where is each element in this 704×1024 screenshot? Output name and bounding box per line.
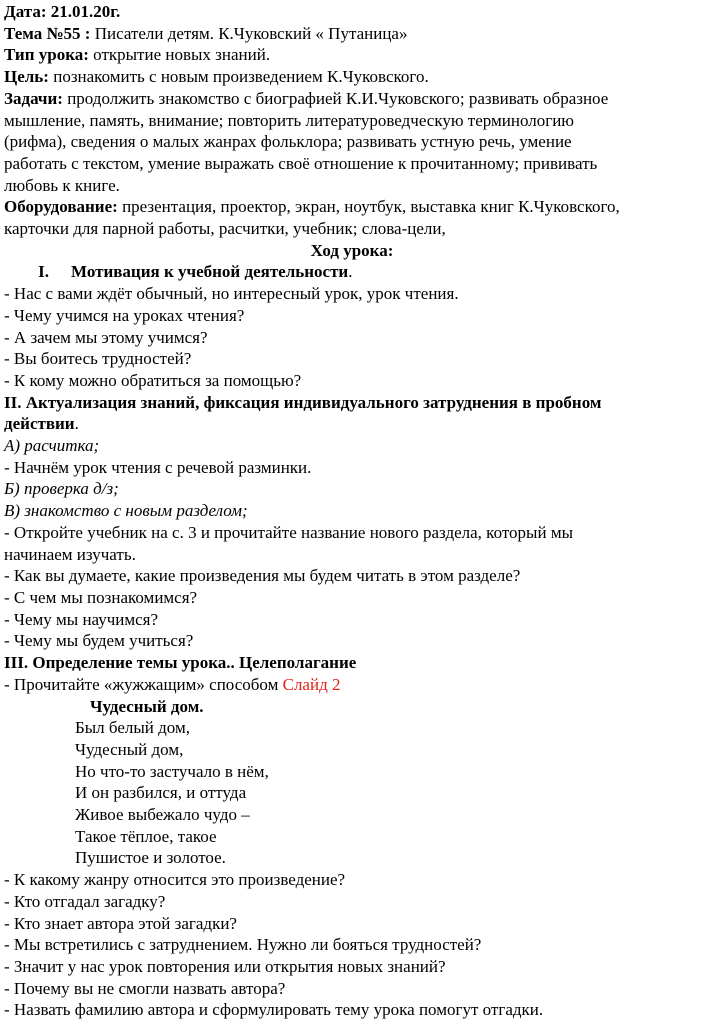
poem-line: Такое тёплое, такое [75, 826, 217, 846]
section1-line: - А зачем мы этому учимся? [4, 327, 208, 347]
poem-title: Чудесный дом. [90, 696, 204, 716]
equipment-text: презентация, проектор, экран, ноутбук, выставка книг К.Чуковского, [117, 197, 620, 217]
section1-title-tail: . [348, 262, 353, 282]
lesson-type-line [4, 44, 700, 66]
question-line: - Кто знает автора этой загадки? [4, 913, 237, 933]
poem-line: Чудесный дом, [75, 739, 184, 759]
section2-heading-word: действии [4, 414, 75, 434]
section3-heading [4, 652, 700, 674]
section1-line: - К кому можно обратиться за помощью? [4, 370, 302, 390]
date-value: 21.01.20г. [46, 2, 121, 21]
subsection-c-line: начинаем изучать. [4, 544, 136, 564]
tasks-text: работать с текстом, умение выражать своё отношение к прочитанному; прививать [4, 153, 598, 173]
section1-title: Мотивация к учебной деятельности [71, 262, 349, 282]
question-line: - Значит у нас урок повторения или открытия новых знаний? [4, 956, 446, 976]
subsection-a-line: - Начнём урок чтения с речевой разминки. [4, 457, 312, 477]
question-line: - Мы встретились с затруднением. Нужно ли бояться трудностей? [4, 935, 482, 955]
question-line: - Назвать фамилию автора и сформулировать тему урока помогут отгадки. [4, 1000, 544, 1020]
poem-line: Но что-то застучало в нём, [75, 761, 269, 781]
tasks-text: любовь к книге. [4, 175, 120, 195]
lesson-type-value: открытие новых знаний. [88, 45, 271, 65]
section2-heading: II. Актуализация знаний, фиксация индивидуального затруднения в пробном [4, 392, 602, 412]
goal-line [4, 66, 700, 88]
question-line: - Почему вы не смогли назвать автора? [4, 978, 286, 998]
date-line [4, 1, 700, 23]
goal-label: Цель: [4, 67, 49, 87]
tasks-line [4, 88, 700, 110]
lesson-title: Ход урока: [310, 240, 394, 260]
topic-label: Тема №55 : [4, 23, 91, 43]
subsection-c-line: - Откройте учебник на с. 3 и прочитайте название нового раздела, который мы [4, 522, 574, 542]
tasks-text: (рифма), сведения о малых жанрах фольклора; развивать устную речь, умение [4, 132, 572, 152]
section1-line: - Вы боитесь трудностей? [4, 349, 192, 369]
poem-line: И он разбился, и оттуда [75, 783, 247, 803]
read-instruction [4, 674, 700, 696]
question-line: - Кто отгадал загадку? [4, 891, 166, 911]
subsection-c-label: В) знакомство с новым разделом; [4, 501, 248, 521]
subsection-c-line: - С чем мы познакомимся? [4, 587, 198, 607]
equipment-text: карточки для парной работы, расчитки, учебник; слова-цели, [4, 219, 446, 239]
poem-line: Живое выбежало чудо – [75, 805, 250, 825]
goal-value: познакомить с новым произведением К.Чуковского. [48, 67, 429, 87]
read-instruction-text: - Прочитайте «жужжащим» способом [4, 674, 283, 694]
lesson-type-label: Тип урока: [4, 45, 89, 65]
poem-line: Пушистое и золотое. [75, 848, 226, 868]
equipment-line [4, 196, 700, 218]
section1-number: I. [38, 262, 49, 282]
tasks-text: мышление, память, внимание; повторить литературоведческую терминологию [4, 110, 574, 130]
section1-line: - Нас с вами ждёт обычный, но интересный урок, урок чтения. [4, 284, 459, 304]
question-line: - К какому жанру относится это произведение? [4, 870, 346, 890]
tasks-label: Задачи: [4, 88, 63, 108]
section3-title: III. Определение темы урока. [4, 653, 231, 673]
date-label: Дата: [4, 2, 47, 21]
equipment-label: Оборудование: [4, 197, 118, 217]
subsection-c-line: - Чему мы научимся? [4, 609, 159, 629]
section2-heading-tail: . [74, 414, 79, 434]
section1-line: - Чему учимся на уроках чтения? [4, 305, 245, 325]
section2-heading-cont [4, 413, 700, 435]
poem-line: Был белый дом, [75, 718, 190, 738]
slide-reference: Слайд 2 [282, 674, 341, 694]
subsection-b-label: Б) проверка д/з; [4, 479, 119, 499]
section1-heading [4, 261, 700, 283]
topic-line [4, 23, 700, 45]
section3-title-tail: . Целеполагание [230, 653, 357, 673]
subsection-c-line: - Как вы думаете, какие произведения мы будем читать в этом разделе? [4, 566, 521, 586]
subsection-a-label: А) расчитка; [4, 436, 100, 456]
topic-value: Писатели детям. К.Чуковский « Путаница» [90, 23, 408, 43]
tasks-text: продолжить знакомство с биографией К.И.Чуковского; развивать образное [62, 88, 609, 108]
subsection-c-line: - Чему мы будем учиться? [4, 631, 194, 651]
